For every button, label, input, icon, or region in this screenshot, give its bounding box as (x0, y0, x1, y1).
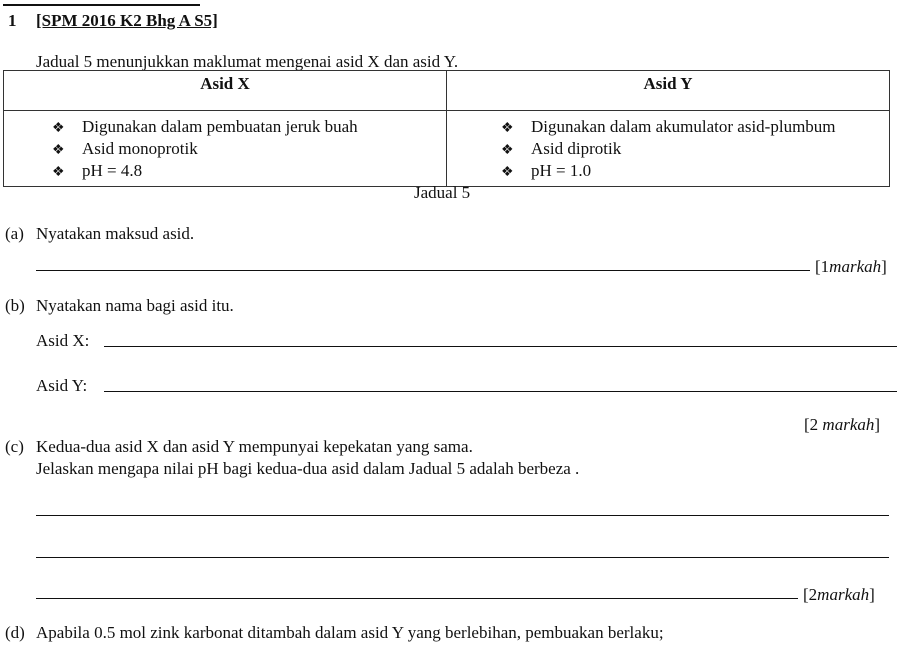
bullet-icon: ❖ (501, 121, 514, 136)
acid-table (3, 70, 890, 187)
header-asid-x: Asid X (4, 71, 447, 111)
asid-x-cell (4, 111, 447, 187)
asid-y-cell (447, 111, 890, 187)
bullet-icon: ❖ (52, 121, 65, 136)
question-intro: Jadual 5 menunjukkan maklumat mengenai asid X dan asid Y. (36, 52, 459, 71)
list-item: ❖ pH = 1.0 (447, 160, 889, 182)
bullet-icon: ❖ (501, 165, 514, 180)
header-asid-y: Asid Y (447, 71, 890, 111)
answer-line-asid-y[interactable] (104, 391, 897, 392)
part-c-text-2: Jelaskan mengapa nilai pH bagi kedua-dua asid dalam Jadual 5 adalah berbeza . (36, 459, 580, 478)
part-b-label: (b) (5, 296, 25, 315)
question-number: 1 (8, 11, 17, 30)
part-a-text: Nyatakan maksud asid. (36, 224, 195, 243)
part-c-label: (c) (5, 437, 24, 456)
bullet-icon: ❖ (501, 143, 514, 158)
list-item: ❖ Asid diprotik (447, 138, 889, 160)
bullet-icon: ❖ (52, 165, 65, 180)
part-b-text: Nyatakan nama bagi asid itu. (36, 296, 234, 315)
part-a-label: (a) (5, 224, 24, 243)
list-item: ❖ pH = 4.8 (4, 160, 446, 182)
answer-line-c3[interactable] (36, 598, 798, 599)
table-caption: Jadual 5 (414, 183, 471, 202)
answer-line-a[interactable] (36, 270, 810, 271)
marks-a: [1markah] (815, 257, 887, 276)
answer-line-asid-x[interactable] (104, 346, 897, 347)
part-d-text: Apabila 0.5 mol zink karbonat ditambah dalam asid Y yang berlebihan, pembuakan berlaku; (36, 623, 664, 642)
list-item: ❖ Digunakan dalam pembuatan jeruk buah (4, 116, 446, 138)
bullet-icon: ❖ (52, 143, 65, 158)
list-item: ❖ Digunakan dalam akumulator asid-plumbum (447, 116, 889, 138)
list-item: ❖ Asid monoprotik (4, 138, 446, 160)
clipped-heading (3, 0, 200, 6)
asid-y-field-label: Asid Y: (36, 376, 88, 395)
marks-b: [2 markah] (804, 415, 881, 434)
part-d-label: (d) (5, 623, 25, 642)
marks-c: [2markah] (803, 585, 875, 604)
answer-line-c1[interactable] (36, 515, 889, 516)
part-c-text-1: Kedua-dua asid X dan asid Y mempunyai kepekatan yang sama. (36, 437, 473, 456)
asid-x-field-label: Asid X: (36, 331, 90, 350)
question-source: [SPM 2016 K2 Bhg A S5] (36, 11, 218, 30)
answer-line-c2[interactable] (36, 557, 889, 558)
